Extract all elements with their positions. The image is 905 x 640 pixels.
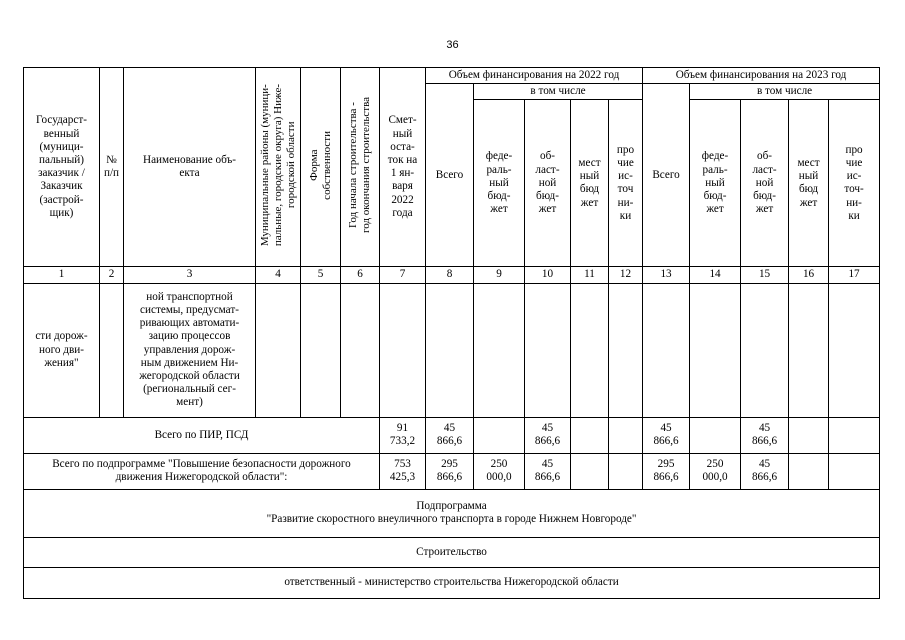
empty-cell (571, 453, 609, 489)
header-object-name: Наименование объ- екта (124, 68, 256, 267)
empty-cell (741, 283, 789, 417)
header-ownership: Форма собственности (307, 130, 333, 200)
col-number: 9 (474, 267, 525, 283)
empty-cell (256, 283, 301, 417)
empty-cell (789, 417, 829, 453)
total-sub-regional-2023: 45 866,6 (741, 453, 789, 489)
col-number: 15 (741, 267, 789, 283)
header-including-2023: в том числе (690, 84, 880, 100)
section-title: Строительство (24, 537, 880, 567)
total-sub-total-2023: 295 866,6 (643, 453, 690, 489)
header-federal-2022: феде- раль- ный бюд- жет (474, 100, 525, 267)
header-estimated-balance: Смет- ный оста- ток на 1 ян- варя 2022 года (380, 68, 426, 267)
header-num: № п/п (100, 68, 124, 267)
header-other-2023: про чие ис- точ- ни- ки (829, 100, 880, 267)
empty-cell (690, 417, 741, 453)
subprogram-title: Подпрограмма (416, 499, 487, 512)
col-number: 14 (690, 267, 741, 283)
header-local-2022: мест ный бюд жет (571, 100, 609, 267)
header-ownership-cell (301, 68, 341, 267)
header-regional-2022: об- ласт- ной бюд- жет (525, 100, 571, 267)
empty-cell (571, 283, 609, 417)
empty-cell (609, 283, 643, 417)
total-pir-row (24, 417, 880, 453)
header-total-2023: Всего (643, 84, 690, 267)
empty-cell (525, 283, 571, 417)
continued-customer: сти дорож- ного дви- жения" (24, 283, 100, 417)
header-regional-2023: об- ласт- ной бюд- жет (741, 100, 789, 267)
total-pir-regional-2023: 45 866,6 (741, 417, 789, 453)
total-pir-total-2023: 45 866,6 (643, 417, 690, 453)
col-number: 8 (426, 267, 474, 283)
col-number: 3 (124, 267, 256, 283)
col-number: 2 (100, 267, 124, 283)
col-number: 7 (380, 267, 426, 283)
header-other-2022: про чие ис- точ ни- ки (609, 100, 643, 267)
empty-cell (100, 283, 124, 417)
empty-cell (789, 453, 829, 489)
empty-cell (571, 417, 609, 453)
responsible-text: ответственный - министерство строительства Нижегородской области (24, 567, 880, 598)
total-sub-total-2022: 295 866,6 (426, 453, 474, 489)
col-number: 4 (256, 267, 301, 283)
subprogram-cell (24, 489, 880, 537)
col-number: 1 (24, 267, 100, 283)
header-districts: Муниципальные районы (муници- пальные, городские округа) Ниже- городской области (258, 84, 297, 247)
page-number: 36 (446, 39, 459, 51)
total-pir-regional-2022: 45 866,6 (525, 417, 571, 453)
empty-cell (789, 283, 829, 417)
empty-cell (341, 283, 380, 417)
header-customer: Государст- венный (муници- пальный) заказчик / Заказчик (застрой- щик) (24, 68, 100, 267)
total-sub-estimated: 753 425,3 (380, 453, 426, 489)
subprogram-name: "Развитие скоростного внеуличного транспорта в городе Нижнем Новгороде" (266, 513, 637, 526)
total-subprogram-row (24, 453, 880, 489)
total-sub-label: Всего по подпрограмме "Повышение безопасности дорожного движения Нижегородской области": (24, 453, 380, 489)
empty-cell (474, 417, 525, 453)
col-number: 12 (609, 267, 643, 283)
empty-cell (609, 417, 643, 453)
header-years-cell (341, 68, 380, 267)
empty-cell (609, 453, 643, 489)
total-sub-regional-2022: 45 866,6 (525, 453, 571, 489)
col-number: 5 (301, 267, 341, 283)
empty-cell (643, 283, 690, 417)
header-federal-2023: феде- раль- ный бюд- жет (690, 100, 741, 267)
empty-cell (380, 283, 426, 417)
header-districts-cell (256, 68, 301, 267)
empty-cell (474, 283, 525, 417)
total-sub-federal-2023: 250 000,0 (690, 453, 741, 489)
col-number: 6 (341, 267, 380, 283)
total-pir-label: Всего по ПИР, ПСД (24, 417, 380, 453)
header-years: Год начала строительства - год окончания строительства (347, 97, 372, 234)
header-fin-2022: Объем финансирования на 2022 год (426, 68, 643, 84)
col-number: 17 (829, 267, 880, 283)
total-pir-estimated: 91 733,2 (380, 417, 426, 453)
empty-cell (829, 417, 880, 453)
total-pir-total-2022: 45 866,6 (426, 417, 474, 453)
header-fin-2023: Объем финансирования на 2023 год (643, 68, 880, 84)
empty-cell (426, 283, 474, 417)
column-numbers-row (24, 267, 880, 283)
header-local-2023: мест ный бюд жет (789, 100, 829, 267)
empty-cell (690, 283, 741, 417)
continued-object: ной транспортной системы, предусмат- ривающих автомати- зацию процессов управления дорож- ным движением Ни- жегородской области (региональный сег- мент) (124, 283, 256, 417)
col-number: 16 (789, 267, 829, 283)
total-sub-federal-2022: 250 000,0 (474, 453, 525, 489)
header-including-2022: в том числе (474, 84, 643, 100)
empty-cell (301, 283, 341, 417)
col-number: 11 (571, 267, 609, 283)
empty-cell (829, 453, 880, 489)
continued-row (24, 283, 880, 417)
header-total-2022: Всего (426, 84, 474, 267)
section-row (24, 537, 880, 567)
col-number: 13 (643, 267, 690, 283)
subprogram-row (24, 489, 880, 537)
responsible-row (24, 567, 880, 598)
financing-table (23, 67, 880, 599)
col-number: 10 (525, 267, 571, 283)
empty-cell (829, 283, 880, 417)
